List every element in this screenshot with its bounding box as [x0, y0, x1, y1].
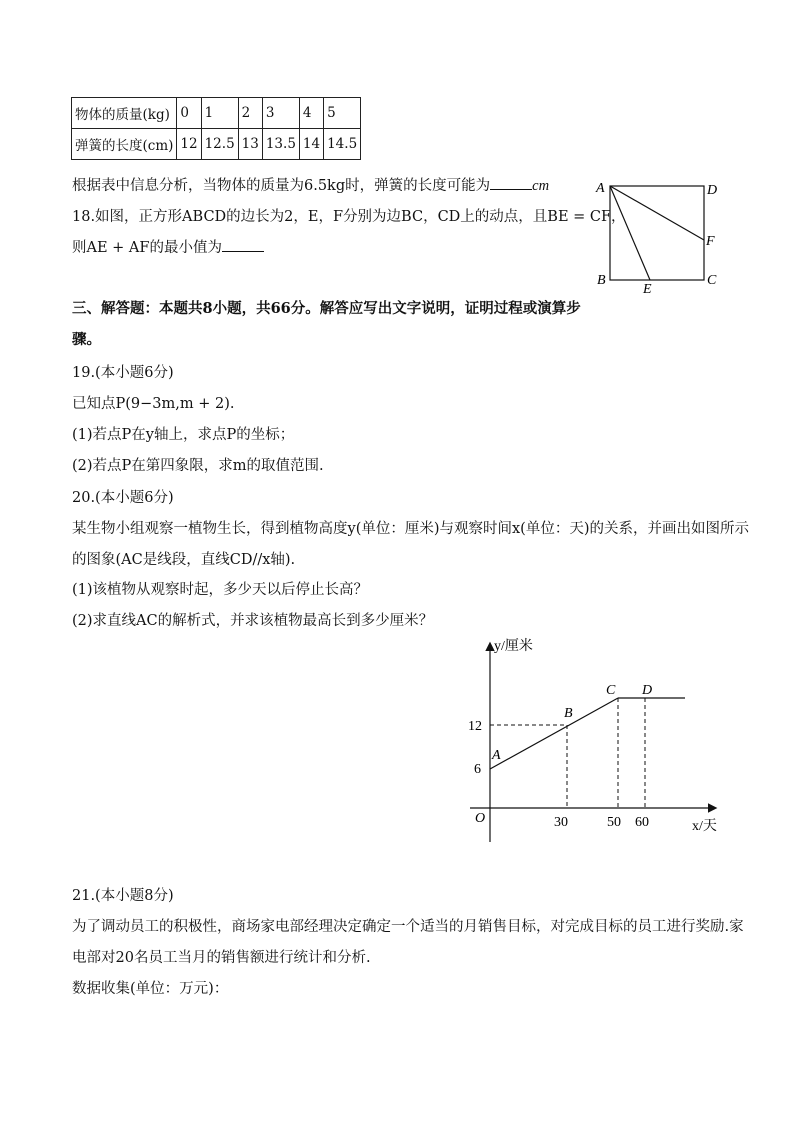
q19-part2: (2)若点P在第四象限，求m的取值范围. [72, 458, 324, 474]
growth-graph [460, 632, 735, 847]
q19-part1: (1)若点P在y轴上，求点P的坐标； [72, 427, 295, 443]
square-figure [590, 178, 725, 294]
table-cell: 12 [177, 129, 201, 160]
q18-line2-text: 则AE + AF的最小值为 [72, 240, 222, 256]
q17-text [72, 174, 549, 195]
q20-part1: (1)该植物从观察时起，多少天以后停止长高？ [72, 582, 369, 598]
label-c: C [707, 273, 717, 288]
table-cell: 3 [262, 98, 299, 129]
mass-length-table [71, 97, 361, 160]
label-e: E [643, 282, 652, 294]
table-row [72, 98, 361, 129]
table-cell: 0 [177, 98, 201, 129]
y-tick-12: 12 [468, 719, 482, 734]
table-cell: 弹簧的长度(cm) [72, 129, 177, 160]
table-cell: 5 [324, 98, 361, 129]
y-axis-label: y/厘米 [494, 639, 533, 654]
answer-blank [490, 177, 532, 190]
point-a-label: A [492, 748, 501, 763]
y-tick-6: 6 [474, 762, 481, 777]
table-cell: 14.5 [324, 129, 361, 160]
segment-af [610, 186, 704, 240]
table-cell: 4 [299, 98, 323, 129]
q20-part2: (2)求直线AC的解析式，并求该植物最高长到多少厘米？ [72, 613, 434, 629]
label-f: F [706, 234, 715, 249]
point-b-label: B [564, 706, 573, 721]
table-cell: 物体的质量(kg) [72, 98, 177, 129]
q19-heading: 19.(本小题6分) [72, 365, 174, 381]
table-row [72, 129, 361, 160]
section-3-heading: 三、解答题：本题共8小题，共66分。解答应写出文字说明，证明过程或演算步 [72, 300, 581, 317]
table-cell: 14 [299, 129, 323, 160]
section-3-heading-cont: 骤。 [72, 331, 101, 348]
q21-line2: 电部对20名员工当月的销售额进行统计和分析. [72, 950, 371, 966]
answer-blank [222, 239, 264, 252]
q19-given: 已知点P(9−3m,m + 2). [72, 396, 235, 412]
q21-line3: 数据收集(单位：万元)： [72, 981, 229, 997]
x-tick-30: 30 [554, 815, 568, 830]
segment-ae [610, 186, 650, 280]
square-abcd [610, 186, 704, 280]
table-cell: 13 [238, 129, 262, 160]
x-tick-50: 50 [607, 815, 621, 830]
label-a: A [596, 181, 605, 196]
q18-line1: 18.如图，正方形ABCD的边长为2，E，F分别为边BC，CD上的动点，且BE = CF， [72, 209, 626, 225]
x-tick-60: 60 [635, 815, 649, 830]
table-cell: 1 [201, 98, 238, 129]
q17-tail: 根据表中信息分析，当物体的质量为6.5kg时，弹簧的长度可能为 [72, 178, 491, 194]
q17-unit: cm [532, 178, 550, 194]
table-cell: 2 [238, 98, 262, 129]
point-c-label: C [606, 683, 616, 698]
origin-label: O [475, 811, 486, 826]
label-b: B [597, 273, 606, 288]
q20-line2: 的图象(AC是线段，直线CD//x轴). [72, 552, 296, 568]
table-cell: 12.5 [201, 129, 238, 160]
q18-line2 [72, 236, 264, 257]
q21-line1: 为了调动员工的积极性，商场家电部经理决定确定一个适当的月销售目标，对完成目标的员工进行奖励.家 [72, 919, 744, 935]
x-axis-label: x/天 [692, 819, 717, 834]
label-d: D [707, 183, 718, 198]
table-cell: 13.5 [262, 129, 299, 160]
point-d-label: D [642, 683, 653, 698]
q20-heading: 20.(本小题6分) [72, 490, 174, 506]
segment-ac [490, 698, 618, 769]
q20-line1: 某生物小组观察一植物生长，得到植物高度y(单位：厘米)与观察时间x(单位：天)的关系，并画出如图所示 [72, 521, 749, 537]
q21-heading: 21.(本小题8分) [72, 888, 174, 904]
